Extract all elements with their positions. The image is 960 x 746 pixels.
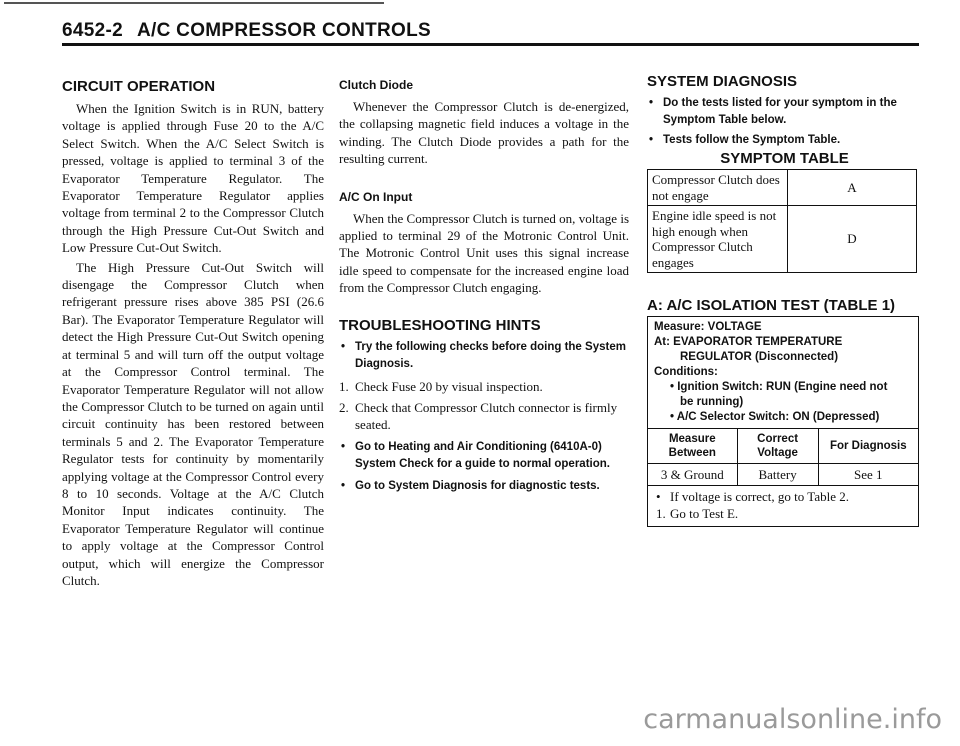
isolation-test-heading: A: A/C ISOLATION TEST (TABLE 1) (647, 297, 896, 314)
column-header-correct-voltage: Correct Voltage (737, 429, 818, 464)
table-header-row (648, 429, 918, 464)
correct-voltage-cell: Battery (737, 464, 818, 486)
symptom-cell: Compressor Clutch does not engage (648, 170, 788, 206)
ac-on-input-heading: A/C On Input (339, 189, 413, 204)
note-2: 1. Go to Test E. (656, 506, 739, 521)
troubleshooting-bullet-3: • Go to System Diagnosis for diagnostic tests. (339, 478, 629, 495)
isolation-test-conditions (648, 317, 918, 425)
for-diagnosis-cell: See 1 (818, 464, 918, 486)
table-row (648, 206, 917, 273)
isolation-test-notes (648, 486, 918, 526)
conditions-label: Conditions: (654, 366, 718, 378)
column-header-for-diagnosis: For Diagnosis (818, 429, 918, 464)
troubleshooting-step-2: 2. Check that Compressor Clutch connector is firmly seated. (339, 400, 618, 433)
watermark: carmanualsonline.info (643, 704, 942, 735)
clutch-diode-heading: Clutch Diode (339, 78, 413, 92)
troubleshooting-bullet-1: • Try the following checks before doing the System Diagnosis. (339, 339, 629, 373)
page-header (62, 20, 431, 42)
note-1: • If voltage is correct, go to Table 2. (656, 489, 849, 504)
circuit-operation-para-2: The High Pressure Cut-Out Switch will disengage the Compressor Clutch when refrigerant pressure rises above 385 PSI (26.6 Bar). The Evaporator Temperature Regulator will detect the High Pressure Cut-Out Switch opening at terminal 5 and will turn off the output voltage at the Compressor Control terminal. The Evaporator Temperature Regulator will not allow the Compressor Clutch to be turned on again until circuit continuity has been restored between terminals 5 and 2. The Evaporator Temperature Regulator tests for continuity by momentarily applying voltage at the Compressor Control every 8 to 10 seconds. Voltage at the A/C Clutch Monitor Input indicates continuity. The Evaporator Temperature Regulator will continue to apply voltage at the Compressor Control output, which will energize the Compressor Clutch. (62, 259, 324, 588)
page-title: A/C COMPRESSOR CONTROLS (136, 20, 431, 41)
at-line-1: At: EVAPORATOR TEMPERATURE (654, 336, 843, 348)
troubleshooting-numbered-list (339, 378, 629, 434)
condition-1-line-1: • Ignition Switch: RUN (Engine need not (670, 381, 888, 393)
circuit-operation-para-1: When the Ignition Switch is in RUN, battery voltage is applied through Fuse 20 to the A/C Select Switch. When the A/C Select Switch is pressed, voltage is applied to terminal 3 of the Evaporator Temperature Regulator. The Evaporator Temperature Regulator applies voltage from terminal 2 to the Compressor Clutch through the High Pressure Cut-Out Switch and Low Pressure Cut-Out Switch. (62, 101, 324, 256)
condition-2: • A/C Selector Switch: ON (Depressed) (670, 411, 880, 423)
troubleshooting-bullet-2: • Go to Heating and Air Conditioning (6410A-0) System Check for a guide to normal operation. (339, 439, 629, 473)
test-cell: D (788, 206, 917, 273)
system-diagnosis-heading: SYSTEM DIAGNOSIS (647, 73, 798, 90)
system-diagnosis-list (647, 95, 922, 149)
condition-1-line-2: be running) (680, 396, 744, 408)
system-diagnosis-bullet-2: • Tests follow the Symptom Table. (647, 132, 922, 149)
symptom-cell: Engine idle speed is not high enough when Compressor Clutch engages (648, 206, 788, 273)
ac-on-input-para: When the Compressor Clutch is turned on, voltage is applied to terminal 29 of the Motronic Control Unit. The Motronic Control Unit uses this signal increase idle speed to compensate for the increased engine load from the Compressor Clutch engaging. (339, 210, 629, 296)
troubleshooting-heading: TROUBLESHOOTING HINTS (339, 316, 541, 334)
circuit-operation-heading: CIRCUIT OPERATION (62, 78, 216, 95)
isolation-test-box (647, 316, 919, 527)
top-rule (4, 2, 384, 4)
at-line-2: REGULATOR (Disconnected) (680, 351, 839, 363)
right-column (647, 73, 922, 527)
troubleshooting-list-b (339, 439, 629, 495)
test-cell: A (788, 170, 917, 206)
middle-column (339, 78, 629, 495)
isolation-test-table (648, 428, 918, 486)
measure-line: Measure: VOLTAGE (654, 321, 762, 333)
column-header-measure-between: Measure Between (648, 429, 737, 464)
troubleshooting-list-a (339, 339, 629, 373)
measure-between-cell: 3 & Ground (648, 464, 737, 486)
page-number: 6452-2 (62, 20, 123, 41)
circuit-operation-section (62, 78, 324, 589)
table-row (648, 464, 918, 486)
system-diagnosis-bullet-1: • Do the tests listed for your symptom in the Symptom Table below. (647, 95, 922, 129)
clutch-diode-para: Whenever the Compressor Clutch is de-energized, the collapsing magnetic field induces a voltage in the winding. The Clutch Diode provides a path for the resulting current. (339, 99, 629, 167)
header-rule (62, 43, 919, 46)
troubleshooting-step-1: 1. Check Fuse 20 by visual inspection. (339, 378, 543, 394)
symptom-table-title: SYMPTOM TABLE (720, 150, 849, 167)
table-row (648, 170, 917, 206)
symptom-table (647, 169, 917, 273)
